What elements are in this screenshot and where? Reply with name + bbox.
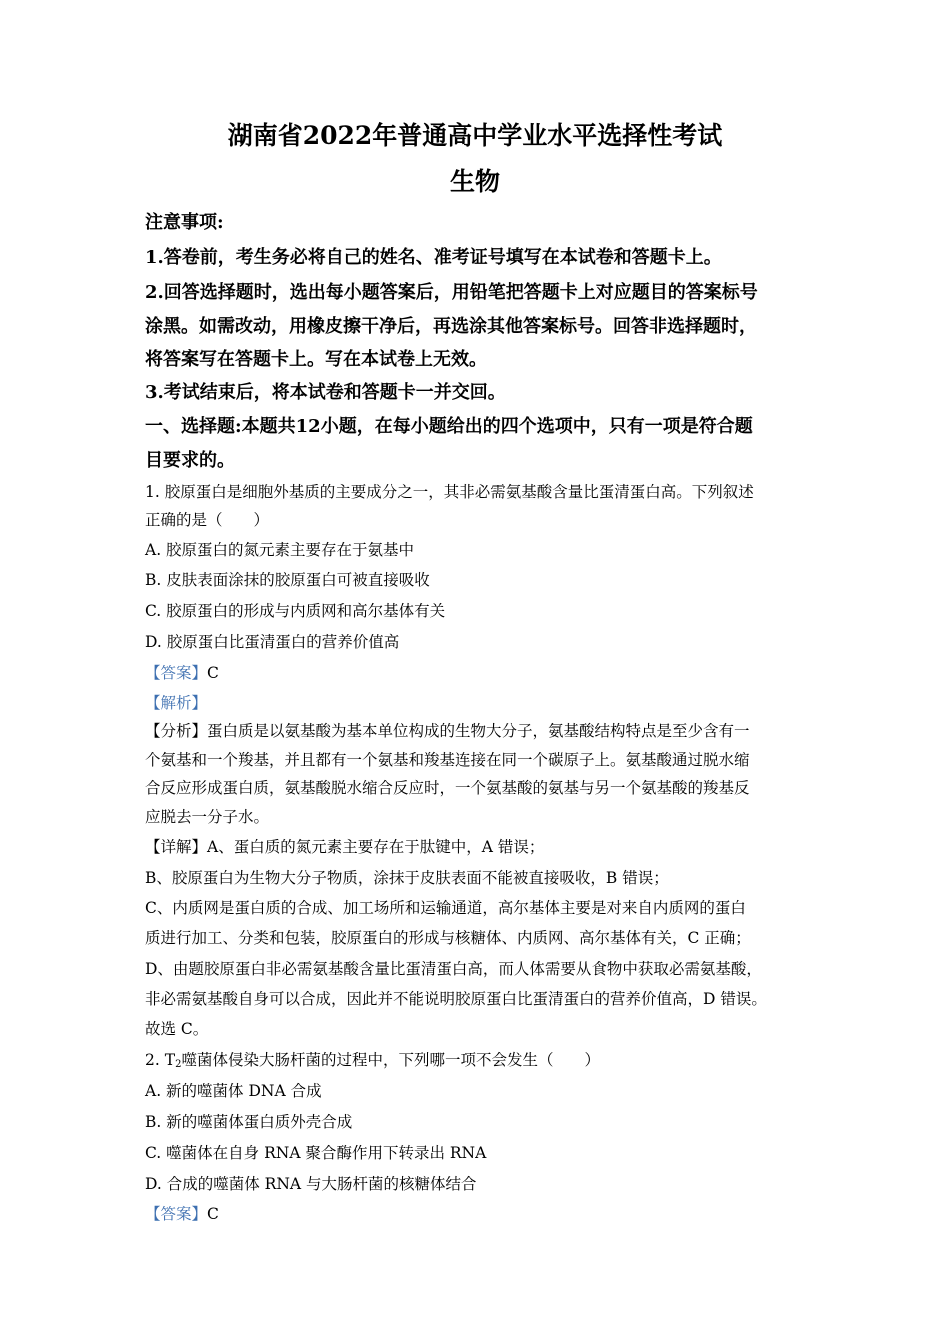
q1-option-c: C. 胶原蛋白的形成与内质网和高尔基体有关 [145, 602, 446, 620]
q1-analysis-tag: 【解析】 [145, 694, 208, 712]
q1-option-d: D. 胶原蛋白比蛋清蛋白的营养价值高 [145, 633, 400, 651]
section-heading: 一、选择题:本题共12小题，在每小题给出的四个选项中，只有一项是符合题 [145, 416, 753, 437]
answer-value: C [207, 664, 219, 682]
q1-option-b: B. 皮肤表面涂抹的胶原蛋白可被直接吸收 [145, 571, 430, 589]
q1-fenxi-line: 应脱去一分子水。 [145, 808, 270, 826]
answer-tag: 【答案】 [145, 664, 208, 682]
q2-stem [145, 1048, 600, 1070]
answer-value: C [207, 1205, 219, 1223]
q1-detail-line: 故选 C。 [145, 1020, 209, 1038]
notice-line: 3.考试结束后，将本试卷和答题卡一并交回。 [145, 382, 506, 403]
notice-line: 将答案写在答题卡上。写在本试卷上无效。 [145, 349, 487, 370]
q1-answer [145, 661, 219, 683]
q1-stem-cont: 正确的是（ ） [145, 511, 270, 529]
q2-stem-subscript: 2 [175, 1059, 182, 1070]
q2-answer [145, 1202, 219, 1224]
q1-detail-line: 【详解】A、蛋白质的氮元素主要存在于肽键中，A 错误； [145, 838, 545, 856]
answer-tag: 【答案】 [145, 1205, 208, 1223]
notice-line: 2.回答选择题时，选出每小题答案后，用铅笔把答题卡上对应题目的答案标号 [145, 282, 758, 303]
q1-fenxi-line: 合反应形成蛋白质，氨基酸脱水缩合反应时，一个氨基酸的氨基与另一个氨基酸的羧基反 [145, 779, 750, 797]
q1-option-a: A. 胶原蛋白的氮元素主要存在于氨基中 [145, 541, 415, 559]
q2-option-a: A. 新的噬菌体 DNA 合成 [145, 1082, 322, 1100]
q1-detail-line: 质进行加工、分类和包装，胶原蛋白的形成与核糖体、内质网、高尔基体有关，C 正确； [145, 929, 751, 947]
notice-line: 1.答卷前，考生务必将自己的姓名、准考证号填写在本试卷和答题卡上。 [145, 247, 722, 268]
subject-title: 生物 [449, 167, 500, 196]
exam-title: 湖南省2022年普通高中学业水平选择性考试 [227, 121, 723, 150]
q1-fenxi-line: 【分析】蛋白质是以氨基酸为基本单位构成的生物大分子，氨基酸结构特点是至少含有一 [145, 722, 750, 740]
notice-heading: 注意事项: [145, 212, 224, 233]
q2-stem-prefix: 2. T [145, 1051, 176, 1069]
q1-detail-line: D、由题胶原蛋白非必需氨基酸含量比蛋清蛋白高，而人体需要从食物中获取必需氨基酸， [145, 960, 762, 978]
q2-stem-rest: 噬菌体侵染大肠杆菌的过程中，下列哪一项不会发生（ ） [181, 1051, 600, 1069]
q1-fenxi-line: 个氨基和一个羧基，并且都有一个氨基和羧基连接在同一个碳原子上。氨基酸通过脱水缩 [145, 751, 750, 769]
q1-stem: 1. 胶原蛋白是细胞外基质的主要成分之一，其非必需氨基酸含量比蛋清蛋白高。下列叙述 [145, 483, 754, 501]
q1-detail-line: 非必需氨基酸自身可以合成，因此并不能说明胶原蛋白比蛋清蛋白的营养价值高，D 错误。 [145, 990, 767, 1008]
notice-line: 涂黑。如需改动，用橡皮擦干净后，再选涂其他答案标号。回答非选择题时， [145, 316, 757, 337]
q1-detail-line: C、内质网是蛋白质的合成、加工场所和运输通道，高尔基体主要是对来自内质网的蛋白 [145, 899, 746, 917]
section-heading-cont: 目要求的。 [145, 450, 235, 471]
q2-option-b: B. 新的噬菌体蛋白质外壳合成 [145, 1113, 353, 1131]
q2-option-c: C. 噬菌体在自身 RNA 聚合酶作用下转录出 RNA [145, 1144, 487, 1162]
q2-option-d: D. 合成的噬菌体 RNA 与大肠杆菌的核糖体结合 [145, 1175, 477, 1193]
q1-detail-line: B、胶原蛋白为生物大分子物质，涂抹于皮肤表面不能被直接吸收，B 错误； [145, 869, 669, 887]
